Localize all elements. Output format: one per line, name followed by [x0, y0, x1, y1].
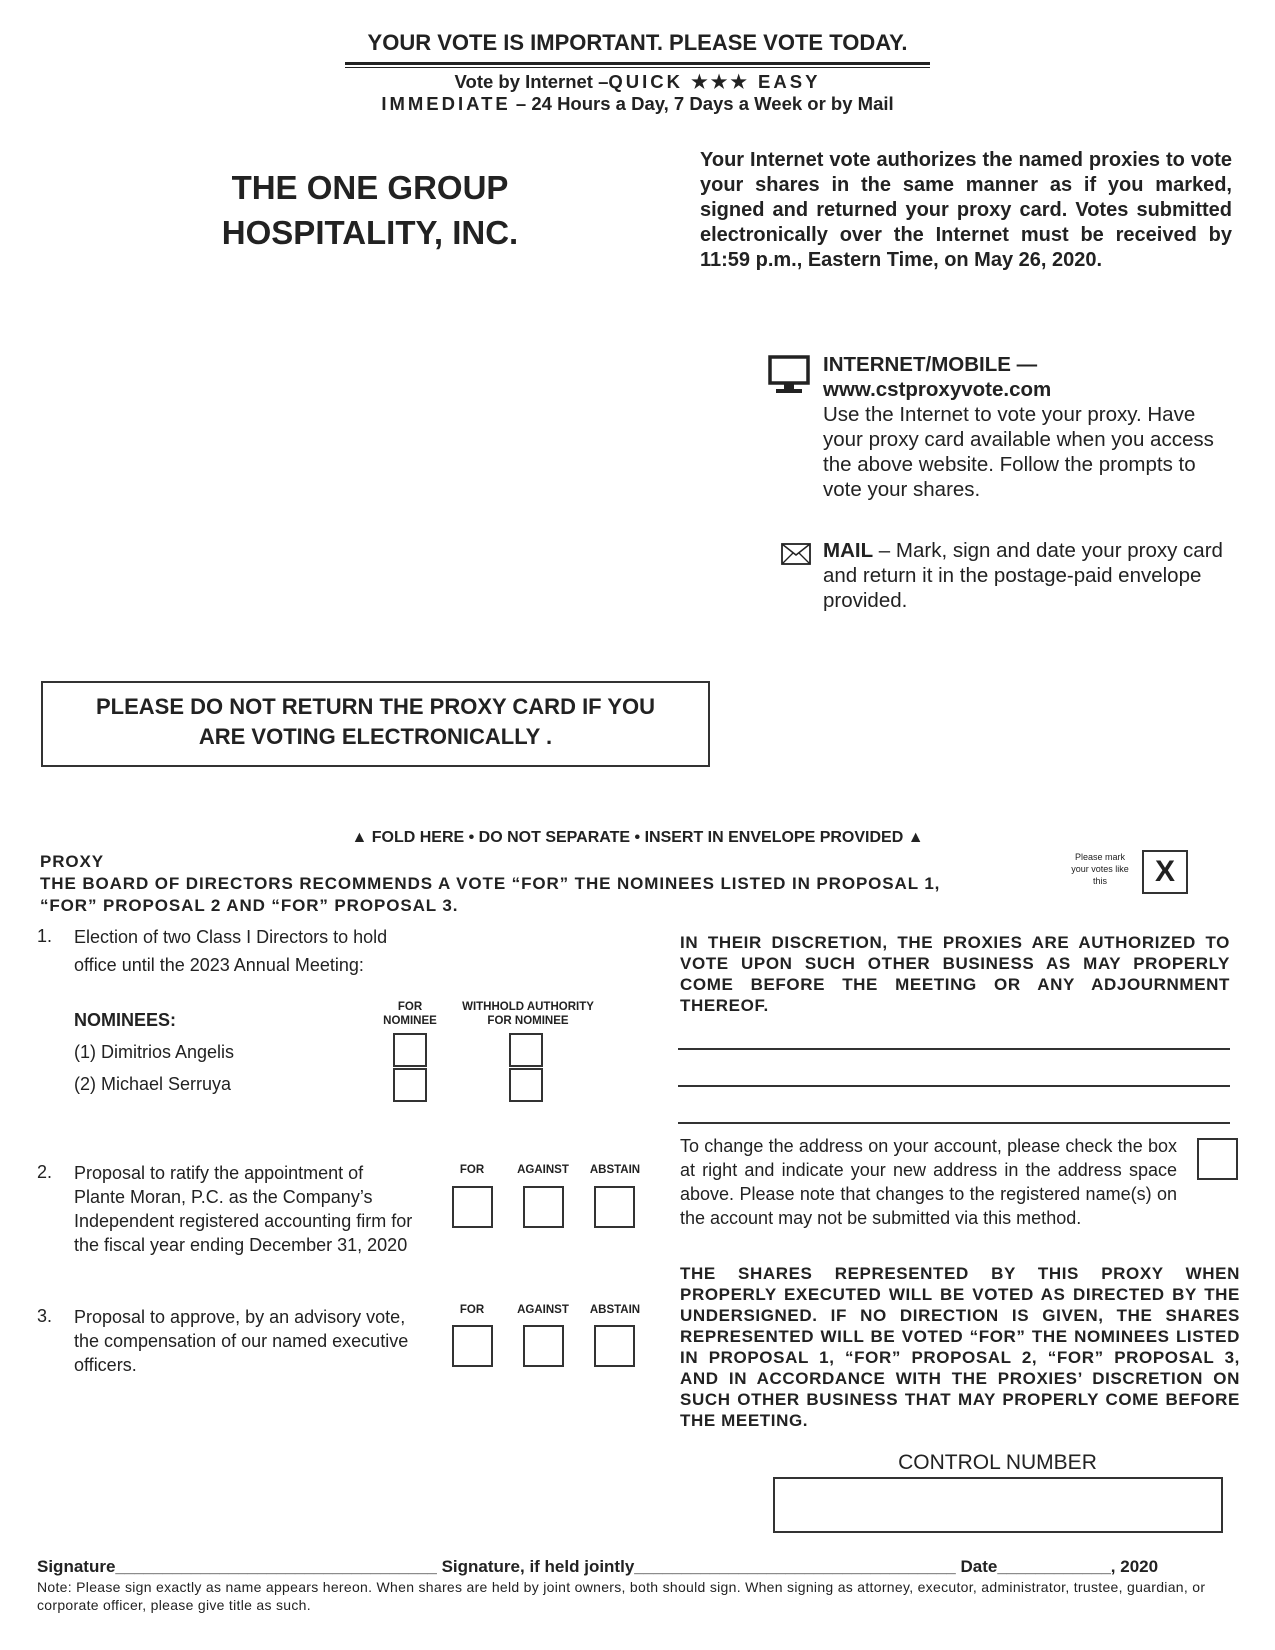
proposal3-against-checkbox[interactable] [523, 1325, 564, 1367]
proposal3-text [74, 1305, 408, 1377]
proposal2-line3: Independent registered accounting firm for [74, 1211, 413, 1231]
proposal1-text [74, 925, 387, 977]
proposal1-text-line1: Election of two Class I Directors to hold [74, 927, 388, 947]
mail-method [823, 538, 1223, 613]
proxy-recommend-line2: “FOR” PROPOSAL 2 AND “FOR” PROPOSAL 3. [40, 896, 459, 915]
mark-votes-note: Please mark your votes like this [1071, 852, 1129, 886]
warning-line1: PLEASE DO NOT RETURN THE PROXY CARD IF YOU [95, 694, 656, 719]
address-line-3[interactable] [678, 1122, 1230, 1124]
mail-method-text: – Mark, sign and date your proxy card and return it in the postage-paid envelope provided. [823, 539, 1223, 612]
company-name-line2: HOSPITALITY, INC. [221, 214, 519, 251]
header-rule-bottom [345, 67, 930, 68]
proposal2-number: 2. [37, 1162, 53, 1182]
date-label: Date [955, 1557, 998, 1576]
company-name-line1: THE ONE GROUP [231, 169, 509, 206]
proposal3-col-for: FOR [459, 1304, 485, 1316]
internet-method-title: INTERNET/MOBILE — [823, 353, 1038, 376]
signature-label: Signature [37, 1557, 116, 1576]
nominee-1-withhold-checkbox[interactable] [509, 1033, 543, 1067]
proposal2-line1: Proposal to ratify the appointment of [74, 1163, 364, 1183]
proposal2-line4: the fiscal year ending December 31, 2020 [74, 1235, 408, 1255]
proposal3-line3: officers. [74, 1355, 137, 1375]
monitor-icon [768, 355, 810, 395]
proposal3-abstain-checkbox[interactable] [594, 1325, 635, 1367]
nominees-label: NOMINEES: [74, 1010, 177, 1030]
header-subline-2 [0, 93, 1275, 115]
envelope-icon [781, 543, 811, 567]
proposal1-col-withhold: WITHHOLD AUTHORITY FOR NOMINEE [462, 1001, 594, 1027]
proposal1-text-line2: office until the 2023 Annual Meeting: [74, 955, 364, 975]
proposal3-line2: the compensation of our named executive [74, 1331, 409, 1351]
proposal2-for-checkbox[interactable] [452, 1186, 493, 1228]
proposal2-against-checkbox[interactable] [523, 1186, 564, 1228]
date-field[interactable]: ____________ [997, 1557, 1111, 1576]
header-subline-1-prefix: Vote by Internet – [454, 71, 609, 92]
internet-vote-note: Your Internet vote authorizes the named proxies to vote your shares in the same manner as if you marked, signed and returned your proxy card. Votes submitted electronically over the Internet must be received by 11:59 p.m., Eastern Time, on May 26, 2020. [700, 149, 1232, 271]
nominee-2-withhold-checkbox[interactable] [509, 1068, 543, 1102]
signing-note: Note: Please sign exactly as name appears hereon. When shares are held by joint owners, both should sign. When signing as attorney, executor, administrator, trustee, guardian, or corporate officer, please give title as such. [37, 1579, 1206, 1613]
proposal3-for-checkbox[interactable] [452, 1325, 493, 1367]
proposal2-col-abstain: ABSTAIN [589, 1164, 641, 1176]
nominee-2: (2) Michael Serruya [74, 1074, 232, 1094]
nominee-2-for-checkbox[interactable] [393, 1068, 427, 1102]
mark-example-box: X [1142, 850, 1188, 894]
internet-method-url[interactable]: www.cstproxyvote.com [823, 378, 1052, 401]
signature-field[interactable]: __________________________________ [115, 1557, 437, 1576]
joint-signature-label: Signature, if held jointly [436, 1557, 635, 1576]
mail-method-title: MAIL [823, 539, 874, 562]
electronic-voting-warning [41, 681, 710, 767]
header-subline-2-suffix: – 24 Hours a Day, 7 Days a Week or by Mail [510, 93, 894, 114]
warning-line2: ARE VOTING ELECTRONICALLY . [198, 724, 553, 749]
proposal3-line1: Proposal to approve, by an advisory vote, [74, 1307, 406, 1327]
proposal3-col-against: AGAINST [517, 1304, 569, 1316]
address-change-text: To change the address on your account, please check the box at right and indicate your new address in the address space above. Please note that changes to the registered name(s) on the account may not be submitted via this method. [680, 1136, 1177, 1228]
header-subline-1 [0, 71, 1275, 93]
fold-instruction: ▲ FOLD HERE • DO NOT SEPARATE • INSERT IN ENVELOPE PROVIDED ▲ [351, 829, 924, 846]
discretion-text: IN THEIR DISCRETION, THE PROXIES ARE AUTHORIZED TO VOTE UPON SUCH OTHER BUSINESS AS MAY PROPERLY COME BEFORE THE MEETING OR ANY ADJOURNMENT THEREOF. [680, 933, 1230, 1015]
proposal2-col-for: FOR [459, 1164, 485, 1176]
address-change-checkbox[interactable] [1197, 1138, 1238, 1180]
header-title: YOUR VOTE IS IMPORTANT. PLEASE VOTE TODAY. [367, 30, 908, 55]
proxy-header [40, 851, 940, 917]
control-number-label: CONTROL NUMBER [898, 1451, 1097, 1474]
address-line-2[interactable] [678, 1085, 1230, 1087]
proposal3-col-abstain: ABSTAIN [589, 1304, 641, 1316]
date-year: , 2020 [1110, 1557, 1159, 1576]
internet-method-text: Use the Internet to vote your proxy. Have your proxy card available when you access the above website. Follow the prompts to vote your shares. [823, 403, 1214, 501]
proposal1-col-for: FOR NOMINEE [383, 1001, 437, 1027]
joint-signature-field[interactable]: __________________________________ [634, 1557, 956, 1576]
internet-method [823, 352, 1223, 502]
header-subline-2-prefix: IMMEDIATE [381, 93, 511, 114]
control-number-box [773, 1477, 1223, 1533]
proposal3-number: 3. [37, 1306, 53, 1326]
proposal2-line2: Plante Moran, P.C. as the Company’s [74, 1187, 373, 1207]
address-line-1[interactable] [678, 1048, 1230, 1050]
proposal2-abstain-checkbox[interactable] [594, 1186, 635, 1228]
company-name [150, 165, 590, 255]
header-rule-top [345, 62, 930, 65]
nominee-1: (1) Dimitrios Angelis [74, 1042, 235, 1062]
proxy-recommend-line1: THE BOARD OF DIRECTORS RECOMMENDS A VOTE “FOR” THE NOMINEES LISTED IN PROPOSAL 1, [40, 874, 941, 893]
nominee-1-for-checkbox[interactable] [393, 1033, 427, 1067]
proposal1-number: 1. [37, 926, 53, 946]
proposal2-text [74, 1161, 412, 1257]
shares-statement: THE SHARES REPRESENTED BY THIS PROXY WHEN PROPERLY EXECUTED WILL BE VOTED AS DIRECTED BY THE UNDERSIGNED. IF NO DIRECTION IS GIVEN, THE SHARES REPRESENTED WILL BE VOTED “FOR” THE NOMINEES LISTED IN PROPOSAL 1, “FOR” PROPOSAL 2, “FOR” PROPOSAL 3, AND IN ACCORDANCE WITH THE PROXIES’ DISCRETION ON SUCH OTHER BUSINESS THAT MAY PROPERLY COME BEFORE THE MEETING. [680, 1264, 1240, 1430]
signature-line [37, 1557, 1242, 1577]
header-subline-1-suffix: QUICK ★★★ EASY [608, 71, 821, 92]
proposal2-col-against: AGAINST [517, 1164, 569, 1176]
proxy-label: PROXY [40, 852, 105, 871]
